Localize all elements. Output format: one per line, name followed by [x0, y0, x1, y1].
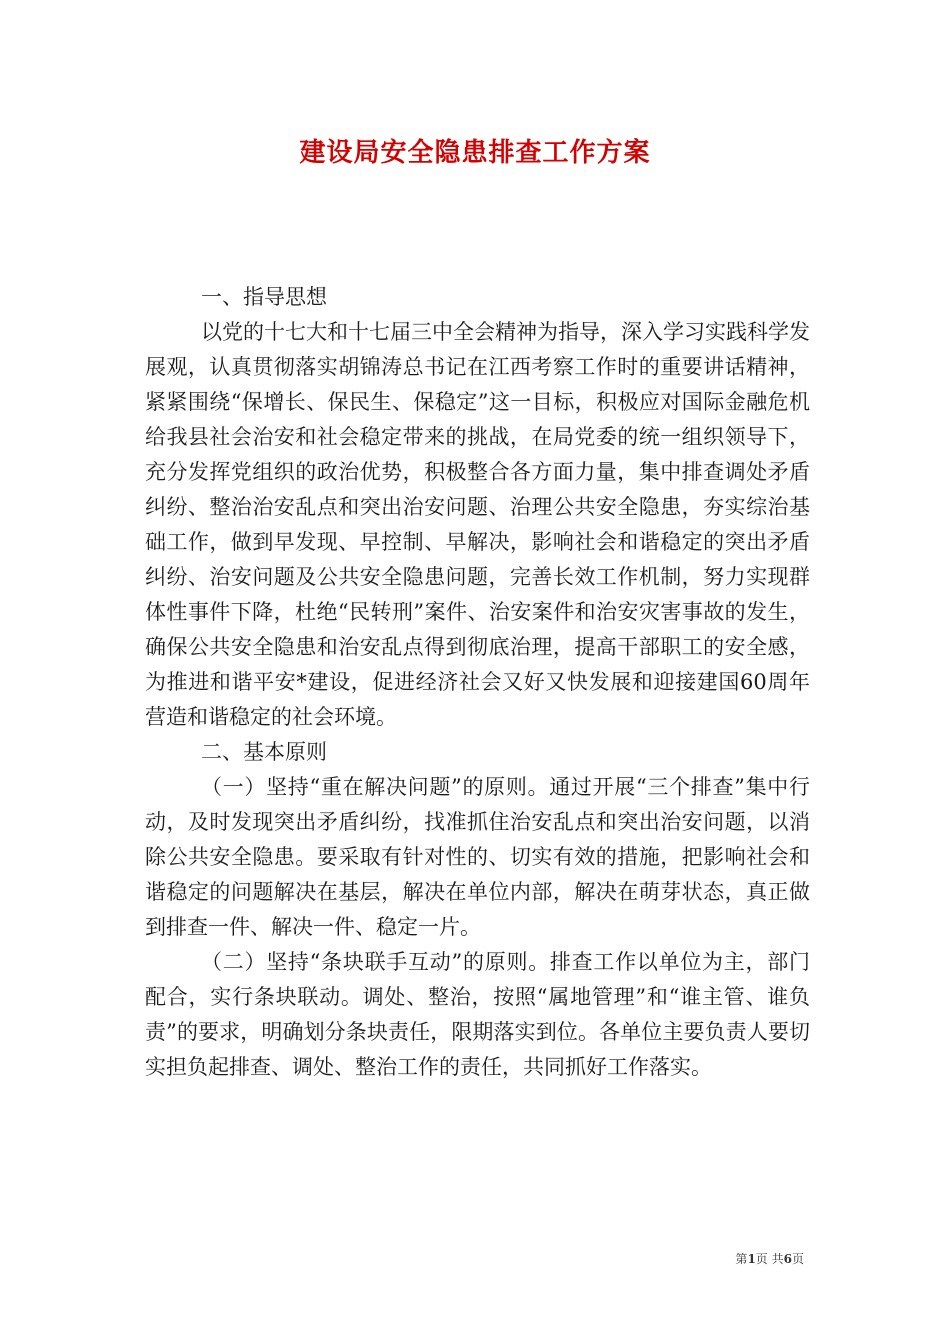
page-number-footer: [735, 1250, 804, 1267]
paragraph-guiding-ideology: 以党的十七大和十七届三中全会精神为指导，深入学习实践科学发展观，认真贯彻落实胡锦涛总书记在江西考察工作时的重要讲话精神，紧紧围绕“保增长、保民生、保稳定”这一目标，积极应对国际金融危机给我县社会治安和社会稳定带来的挑战，在局党委的统一组织领导下，充分发挥党组织的政治优势，积极整合各方面力量，集中排查调处矛盾纠纷、整治治安乱点和突出治安问题、治理公共安全隐患，夯实综治基础工作，做到早发现、早控制、早解决，影响社会和谐稳定的突出矛盾纠纷、治安问题及公共安全隐患问题，完善长效工作机制，努力实现群体性事件下降，杜绝“民转刑”案件、治安案件和治安灾害事故的发生，确保公共安全隐患和治安乱点得到彻底治理，提高干部职工的安全感，为推进和谐平安*建设，促进经济社会又好又快发展和迎接建国60周年营造和谐稳定的社会环境。: [145, 320, 810, 729]
footer-middle: 页 共: [755, 1252, 784, 1266]
paragraph-principle-2: （二）坚持“条块联手互动”的原则。排查工作以单位为主，部门配合，实行条块联动。调处、整治，按照“属地管理”和“谁主管、谁负责”的要求，明确划分条块责任，限期落实到位。各单位主要负责人要切实担负起排查、调处、整治工作的责任，共同抓好工作落实。: [145, 950, 810, 1079]
section-heading-guiding-ideology: 一、指导思想: [201, 285, 327, 309]
document-body: [145, 280, 810, 1085]
footer-suffix: 页: [791, 1252, 804, 1266]
footer-prefix: 第: [735, 1252, 748, 1266]
document-title: 建设局安全隐患排查工作方案: [299, 138, 651, 168]
footer-total-pages: 6: [783, 1252, 792, 1266]
paragraph-principle-1: （一）坚持“重在解决问题”的原则。通过开展“三个排查”集中行动，及时发现突出矛盾纠纷，找准抓住治安乱点和突出治安问题，以消除公共安全隐患。要采取有针对性的、切实有效的措施，把影响社会和谐稳定的问题解决在基层，解决在单位内部，解决在萌芽状态，真正做到排查一件、解决一件、稳定一片。: [145, 775, 810, 939]
footer-current-page: 1: [747, 1252, 756, 1266]
section-heading-basic-principles: 二、基本原则: [201, 740, 327, 764]
